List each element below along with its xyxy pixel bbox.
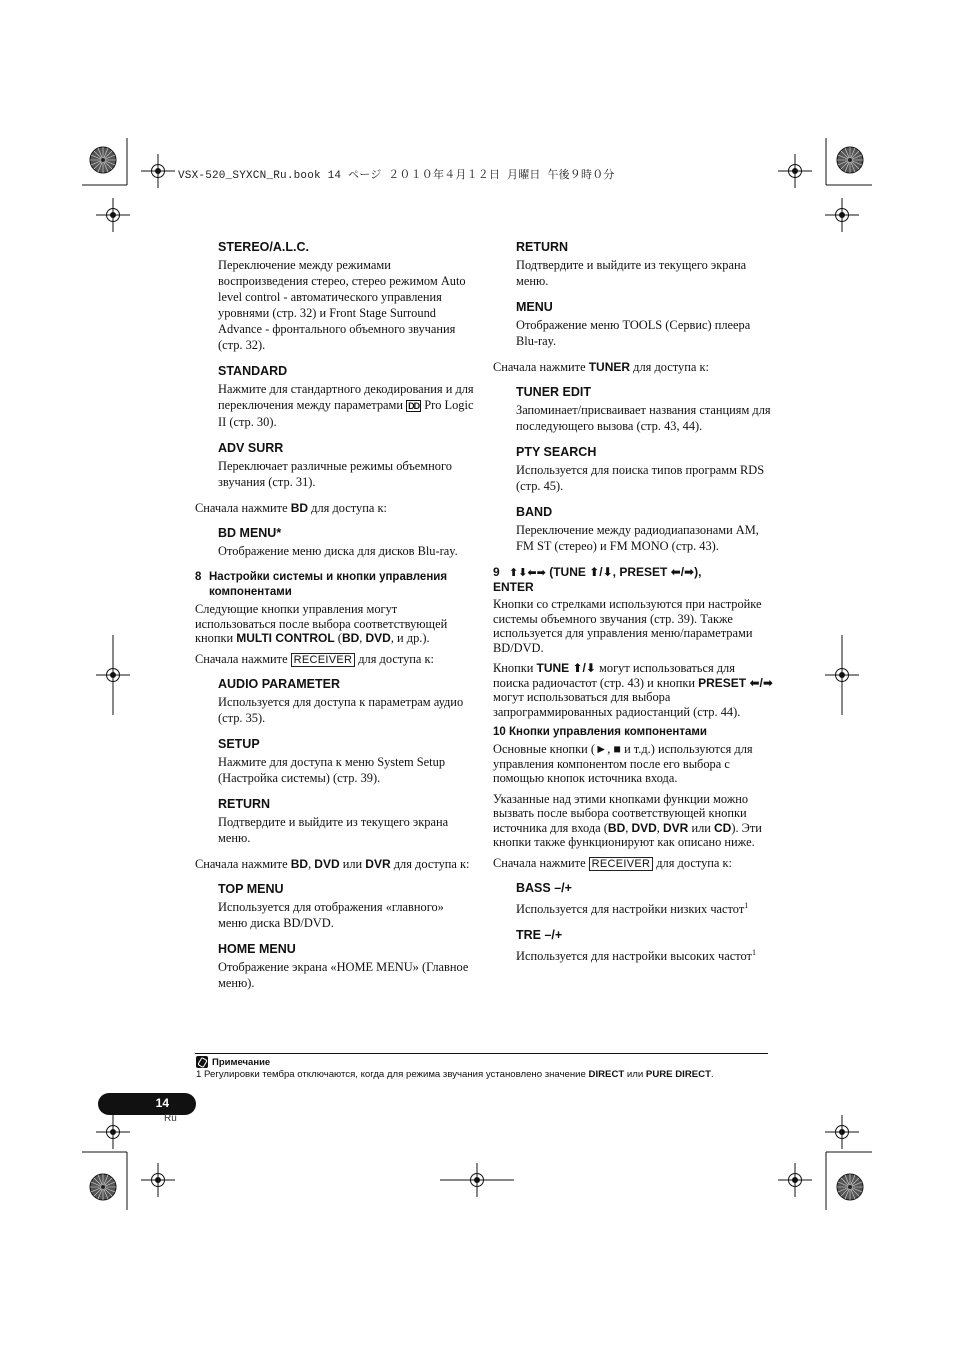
entry-text: Запоминает/присваивает названия станциям для последующего вызова (стр. 43, 44).: [516, 403, 771, 433]
entry-text: Подтвердите и выйдите из текущего экрана меню.: [516, 258, 747, 288]
note-pencil-icon: [196, 1056, 208, 1068]
entry-text: Используется для настройки высоких частот$^1$: [516, 947, 756, 963]
registration-cross-icon: [825, 1115, 859, 1149]
access-note-bd: Сначала нажмите BD для доступа к:: [195, 501, 387, 515]
entry-text: Отображение меню диска для дисков Blu-ray.: [218, 544, 458, 558]
arrow-keys-icon: ⬆⬇⬅➡: [509, 566, 546, 579]
entry-setup: [218, 737, 475, 786]
footnote-text: 1 Регулировки тембра отключаются, когда для режима звучания установлено значение DIRECT или PURE DIRECT.: [196, 1069, 714, 1080]
entry-title: TUNER EDIT: [516, 385, 591, 399]
right-column: [493, 240, 773, 975]
left-column: [195, 240, 475, 1002]
entry-pty-search: [516, 445, 773, 494]
entry-text: Переключение между радиодиапазонами AM, FM ST (стерео) и FM MONO (стр. 43).: [516, 523, 759, 553]
entry-top-menu: [218, 882, 475, 931]
receiver-key: RECEIVER: [291, 653, 356, 667]
entry-text: Используется для отображения «главного» меню диска BD/DVD.: [218, 899, 444, 930]
entry-audio-parameter: [218, 677, 475, 726]
registration-rosette-icon: [837, 147, 863, 173]
section-9-heading: 9 ⬆⬇⬅➡ (TUNE ⬆/⬇, PRESET ⬅/➡), ENTER: [493, 565, 702, 594]
receiver-key: RECEIVER: [589, 857, 654, 871]
entry-text: Переключает различные режимы объемного звучания (стр. 31).: [218, 459, 452, 489]
entry-title: TOP MENU: [218, 881, 284, 896]
entry-return: [516, 240, 773, 289]
section-10-text-2: Указанные над этими кнопками функции можно вызвать после выбора соответствующей кнопки источника для входа (BD, DVD, DVR или CD). Эти кнопки также функционируют как описано ниже.: [493, 791, 762, 849]
entry-text: Используется для доступа к параметрам аудио (стр. 35).: [218, 694, 464, 725]
entry-title: PTY SEARCH: [516, 445, 597, 459]
entry-text: Используется для настройки низких частот$^1$: [516, 900, 749, 916]
registration-cross-icon: [96, 1115, 130, 1149]
registration-cross-icon: [96, 198, 130, 232]
access-note-receiver: Сначала нажмите RECEIVER для доступа к:: [195, 651, 434, 666]
footnote-label: Примечание: [196, 1056, 270, 1068]
entry-text: Подтвердите и выйдите из текущего экрана меню.: [218, 814, 449, 845]
entry-return: [218, 797, 475, 846]
entry-title: BD MENU*: [218, 526, 282, 540]
entry-title: ADV SURR: [218, 441, 284, 455]
entry-text: Переключение между режимами воспроизведения стерео, стерео режимом Auto level control - автоматического управления уровнями (стр. 32) и Front Stage Surround Advance - фронтального объемного звучания (стр. 32).: [218, 258, 466, 352]
page-language: Ru: [164, 1113, 177, 1124]
print-file-header: VSX-520_SYXCN_Ru.book 14 ページ ２０１０年４月１２日 月曜日 午後９時０分: [178, 170, 615, 182]
entry-title: MENU: [516, 300, 553, 314]
entry-title: RETURN: [516, 240, 569, 254]
entry-title: BASS –/+: [516, 880, 572, 895]
section-9-text-1: Кнопки со стрелками используются при настройке системы объемного звучания (стр. 39). Также используется для управления меню/параметрами BD/DVD.: [493, 597, 762, 655]
section-10-heading: 10 Кнопки управления компонентами: [493, 726, 707, 738]
section-8-heading: 8 Настройки системы и кнопки управления компонентами: [195, 571, 448, 598]
access-note-receiver: Сначала нажмите RECEIVER для доступа к:: [493, 855, 732, 870]
entry-text: Отображение экрана «HOME MENU» (Главное меню).: [218, 959, 469, 990]
entry-text: Нажмите для стандартного декодирования и для переключения между параметрами DD Pro Logic II (стр. 30).: [218, 382, 474, 429]
page-number-tab: 14: [98, 1093, 196, 1115]
entry-title: STEREO/A.L.C.: [218, 240, 309, 254]
access-note-tuner: Сначала нажмите TUNER для доступа к:: [493, 360, 709, 374]
entry-adv-surr: [218, 441, 475, 490]
entry-title: AUDIO PARAMETER: [218, 676, 340, 691]
entry-title: HOME MENU: [218, 941, 296, 956]
entry-text: Используется для поиска типов программ RDS (стр. 45).: [516, 463, 765, 493]
entry-title: BAND: [516, 505, 553, 519]
footnote-divider: [195, 1053, 768, 1054]
entry-bd-menu: [218, 526, 475, 559]
entry-stereo: [218, 240, 475, 353]
entry-text: Нажмите для доступа к меню System Setup (Настройка системы) (стр. 39).: [218, 754, 446, 785]
entry-band: [516, 505, 773, 554]
entry-menu: [516, 300, 773, 349]
entry-tre: [516, 928, 773, 964]
registration-cross-icon: [825, 198, 859, 232]
registration-cross-icon: [141, 1163, 175, 1197]
dolby-logo-icon: DD: [408, 401, 420, 411]
registration-cross-icon: [778, 154, 812, 188]
section-9-text-2: Кнопки TUNE ⬆/⬇ могут использоваться для поиска радиочастот (стр. 43) и кнопки PRESET ⬅/➡ могут использоваться для выбора запрограммированных радиостанций (стр. 44).: [493, 661, 773, 719]
section-10-text-1: Основные кнопки (►, ■ и т.д.) используются для управления компонентом после его выбора с помощью кнопок источника входа.: [493, 742, 753, 785]
entry-home-menu: [218, 942, 475, 991]
registration-cross-icon: [141, 154, 175, 188]
entry-title: TRE –/+: [516, 927, 563, 942]
access-note-bd-dvd-dvr: Сначала нажмите BD, DVD или DVR для доступа к:: [195, 856, 470, 871]
registration-cross-icon: [778, 1163, 812, 1197]
registration-rosette-icon: [90, 147, 116, 173]
entry-standard: [218, 364, 475, 430]
section-8-text: Следующие кнопки управления могут использоваться после выбора соответствующей кнопки MULTI CONTROL (BD, DVD, и др.).: [195, 602, 448, 645]
entry-text: Отображение меню TOOLS (Сервис) плеера Blu-ray.: [516, 318, 751, 348]
entry-title: SETUP: [218, 736, 260, 751]
entry-title: RETURN: [218, 796, 271, 811]
entry-tuner-edit: [516, 385, 773, 434]
entry-title: STANDARD: [218, 364, 288, 378]
entry-bass: [516, 881, 773, 917]
registration-rosette-icon: [837, 1174, 863, 1200]
registration-rosette-icon: [90, 1174, 116, 1200]
